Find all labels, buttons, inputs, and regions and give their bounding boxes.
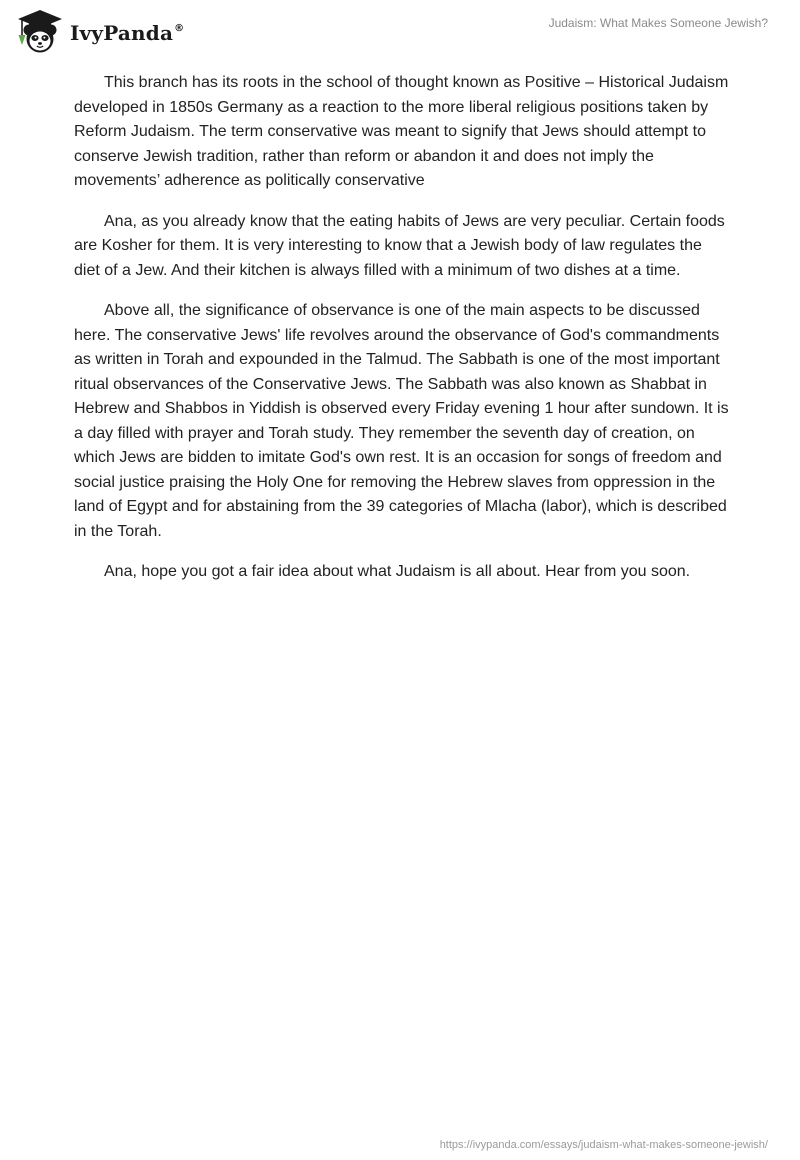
paragraph: This branch has its roots in the school of thought known as Positive – Historical Judaism developed in 1850s Germany as a reaction to the more liberal religious positions taken by Reform Judaism. The term conservative was meant to signify that Jews should attempt to conserve Jewish tradition, rather than reform or abandon it and does not imply the movements’ adherence as politically conservative: [74, 74, 729, 189]
paragraph: Ana, as you already know that the eating habits of Jews are very peculiar. Certain foods are Kosher for them. It is very interesting to know that a Jewish body of law regulates the diet of a Jew. And their kitchen is always filled with a minimum of two dishes at a time.: [74, 212, 725, 279]
ivypanda-logo[interactable]: [14, 8, 184, 56]
paragraph: Above all, the significance of observance is one of the main aspects to be discussed here. The conservative Jews' life revolves around the observance of God's commandments as written in Torah and expounded in the Talmud. The Sabbath is one of the most important ritual observances of the Conservative Jews. The Sabbath was also known as Shabbat in Hebrew and Shabbos in Yiddish is observed every Friday evening 1 hour after sundown. It is a day filled with prayer and Torah study. They remember the seventh day of creation, on which Jews are bidden to imitate God's own rest. It is an occasion for songs of freedom and social justice praising the Holy One for removing the Hebrew slaves from oppression in the land of Egypt and for abstaining from the 39 categories of Mlacha (labor), which is described in the Torah.: [74, 302, 729, 540]
brand-name-text: IvyPanda: [70, 21, 174, 45]
essay-body: [74, 71, 730, 601]
source-url-link[interactable]: https://ivypanda.com/essays/judaism-what-makes-someone-jewish/: [439, 1139, 768, 1151]
paragraph: Ana, hope you got a fair idea about what Judaism is all about. Hear from you soon.: [104, 563, 691, 580]
brand-name: [70, 21, 184, 45]
page-header: [0, 0, 800, 60]
document-title: Judaism: What Makes Someone Jewish?: [548, 16, 768, 30]
registered-mark: ®: [174, 23, 185, 34]
panda-graduate-icon: [14, 8, 64, 56]
